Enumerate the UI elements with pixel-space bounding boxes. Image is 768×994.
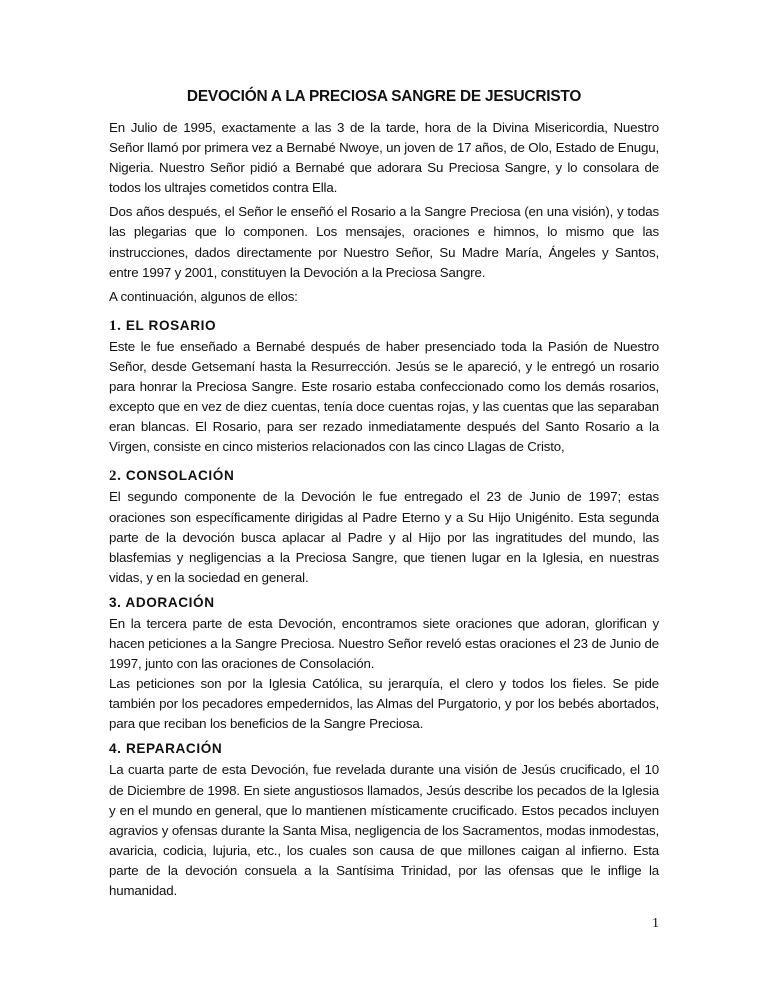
section-heading-rosario: [109, 317, 659, 335]
consolacion-paragraph: El segundo componente de la Devoción le fue entregado el 23 de Junio de 1997; estas oraciones son específicamente dirigidas al Padre Eterno y a Su Hijo Unigénito. Esta segunda parte de la devoción busca aplacar al Padre y al Hijo por las ingratitudes del mundo, las blasfemias y negligencias a la Preciosa Sangre, que tienen lugar en la Iglesia, en nuestras vidas, y en la sociedad en general.: [109, 489, 659, 585]
reparacion-paragraph: La cuarta parte de esta Devoción, fue revelada durante una visión de Jesús crucificado, el 10 de Diciembre de 1998. En siete angustiosos llamados, Jesús describe los pecados de la Iglesia y en el mundo en general, que lo mantienen místicamente crucificado. Estos pecados incluyen agravios y ofensas durante la Santa Misa, negligencia de los Sacramentos, modas inmodestas, avaricia, codicia, lujuria, etc., los cuales son causa de que millones caigan al infierno. Esta parte de la devoción consuela a la Santísima Trinidad, por las ofensas que le inflige la humanidad.: [109, 762, 659, 898]
adoracion-paragraph-1: En la tercera parte de esta Devoción, encontramos siete oraciones que adoran, glorifican y hacen peticiones a la Sangre Preciosa. Nuestro Señor reveló estas oraciones el 23 de Junio de 1997, junto con las oraciones de Consolación.: [109, 615, 659, 672]
section-number: 2.: [109, 468, 122, 485]
intro-paragraph-3: A continuación, algunos de ellos:: [109, 288, 298, 304]
section-title: REPARACIÓN: [125, 741, 223, 757]
page-number: 1: [652, 916, 659, 931]
section-heading-consolacion: [109, 467, 659, 485]
section-title: CONSOLACIÓN: [125, 468, 235, 484]
section-title: EL ROSARIO: [125, 317, 217, 333]
intro-paragraph-1: En Julio de 1995, exactamente a las 3 de la tarde, hora de la Divina Misericordia, Nuestro Señor llamó por primera vez a Bernabé Nwoye, un joven de 17 años, de Olo, Estado de Enugu, Nigeria. Nuestro Señor pidió a Bernabé que adorara Su Preciosa Sangre, y lo consolara de todos los ultrajes cometidos contra Ella.: [109, 120, 659, 196]
rosario-paragraph: Este le fue enseñado a Bernabé después de haber presenciado toda la Pasión de Nuestro Señor, desde Getsemaní hasta la Resurrección. Jesús se le apareció, y le entregó un rosario para honrar la Preciosa Sangre. Este rosario estaba confeccionado como los demás rosarios, excepto que en vez de diez cuentas, tenía doce cuentas rojas, y las cuentas que las separaban eran blancas. El Rosario, para ser rezado inmediatamente después del Santo Rosario a la Virgen, consiste en cinco misterios relacionados con las cinco Llagas de Cristo,: [109, 338, 659, 455]
intro-paragraph-2: Dos años después, el Señor le enseñó el Rosario a la Sangre Preciosa (en una visión), y todas las plegarias que lo componen. Los mensajes, oraciones e himnos, lo mismo que las instrucciones, dados directamente por Nuestro Señor, Su Madre María, Ángeles y Santos, entre 1997 y 2001, constituyen la Devoción a la Preciosa Sangre.: [109, 204, 659, 280]
section-number: 4.: [109, 741, 122, 757]
adoracion-paragraph-2: Las peticiones son por la Iglesia Católica, su jerarquía, el clero y todos los fieles. Se pide también por los pecadores empedernidos, las Almas del Purgatorio, y por los bebés abortados, para que reciban los beneficios de la Sangre Preciosa.: [109, 676, 659, 732]
section-number: 1.: [109, 317, 122, 334]
section-heading-adoracion: [109, 594, 659, 612]
document-title: DEVOCIÓN A LA PRECIOSA SANGRE DE JESUCRISTO: [186, 88, 582, 105]
section-title: ADORACIÓN: [125, 594, 215, 610]
section-number: 3.: [109, 594, 122, 610]
document-page: [109, 88, 659, 905]
section-heading-reparacion: [109, 740, 659, 758]
